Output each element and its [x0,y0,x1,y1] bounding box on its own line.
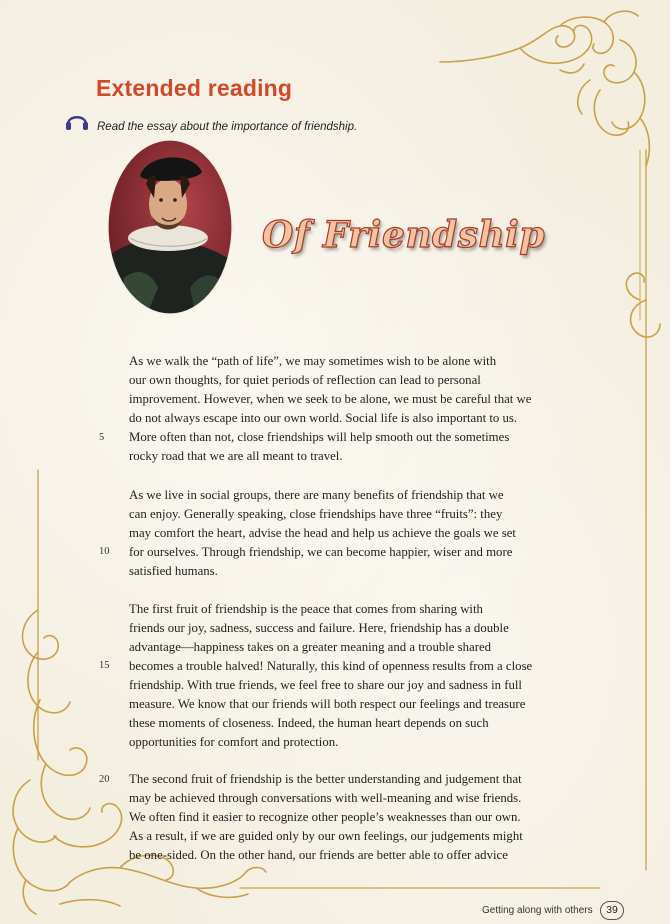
text-line: satisfied humans. [129,564,218,578]
unit-title-footer: Getting along with others [482,905,593,916]
text-line: can enjoy. Generally speaking, close friendships have three “fruits”: they [129,507,503,521]
text-line: The second fruit of friendship is the better understanding and judgement that [129,772,522,786]
text-line: More often than not, close friendships will help smooth out the sometimes [129,430,510,444]
text-line: may comfort the heart, advise the head and help us achieve the goals we set [129,526,516,540]
paragraph-4 [129,770,579,865]
text-line: rocky road that we are all meant to travel. [129,449,343,463]
text-line: our own thoughts, for quiet periods of reflection can lead to personal [129,373,481,387]
line-number: 10 [99,546,110,557]
reading-instruction: Read the essay about the importance of friendship. [97,121,358,133]
essay-title: Of Friendship [262,214,545,256]
headphone-icon[interactable] [64,108,90,134]
paragraph-2 [129,486,579,581]
page-number: 39 [600,901,624,920]
text-line: be one-sided. On the other hand, our friends are better able to offer advice [129,848,508,862]
text-line: friends our joy, sadness, success and failure. Here, friendship has a double [129,621,509,635]
section-heading: Extended reading [96,75,293,101]
text-line: We often find it easier to recognize other people’s weaknesses than our own. [129,810,521,824]
text-line: becomes a trouble halved! Naturally, this kind of openness results from a close [129,659,533,673]
text-line: As we live in social groups, there are many benefits of friendship that we [129,488,504,502]
text-line: The first fruit of friendship is the peace that comes from sharing with [129,602,483,616]
text-line: advantage—happiness takes on a greater meaning and a trouble shared [129,640,492,654]
text-line: opportunities for comfort and protection. [129,735,339,749]
francis-bacon-portrait [106,138,234,316]
line-number: 15 [99,660,110,671]
text-line: As a result, if we are guided only by our own feelings, our judgements might [129,829,523,843]
line-number: 5 [99,432,105,443]
text-line: friendship. With true friends, we feel free to share our joy and sadness in full [129,678,522,692]
text-line: do not always escape into our own world. Social life is also important to us. [129,411,518,425]
text-line: improvement. However, when we seek to be alone, we must be careful that we [129,392,532,406]
text-line: As we walk the “path of life”, we may sometimes wish to be alone with [129,354,497,368]
paragraph-3 [129,600,579,752]
text-line: these moments of closeness. Indeed, the human heart depends on such [129,716,489,730]
line-number: 20 [99,774,110,785]
text-line: may be achieved through conversations with well-meaning and wise friends. [129,791,522,805]
text-line: for ourselves. Through friendship, we can become happier, wiser and more [129,545,513,559]
paragraph-1 [129,352,579,466]
text-line: measure. We know that our friends will both respect our feelings and treasure [129,697,526,711]
